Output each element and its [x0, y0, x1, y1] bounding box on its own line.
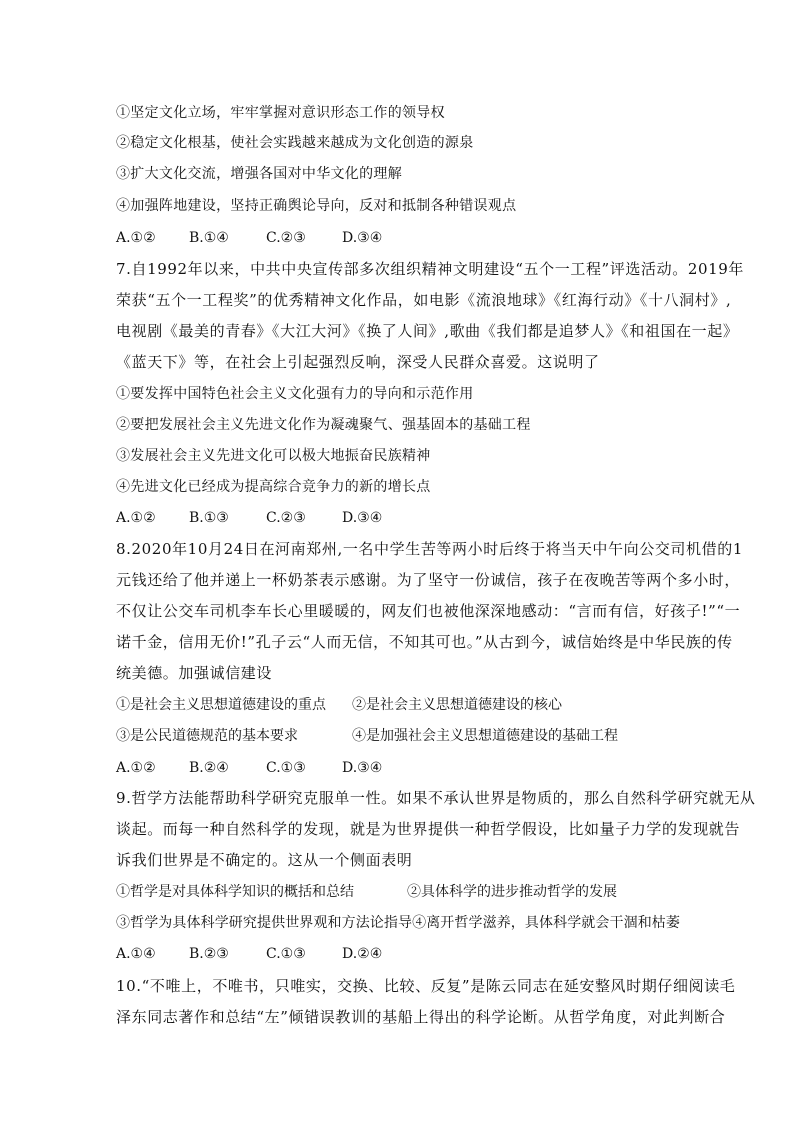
q8-item-1: ①是社会主义思想道德建设的重点 — [116, 697, 326, 713]
q7-item-2: ②要把发展社会主义先进文化作为凝魂聚气、强基固本的基础工程 — [116, 417, 531, 433]
q8-stem-line-4: 诺千金，信用无价!”孔子云“人而无信，不知其可也。”从古到今，诚信始终是中华民族的传 — [116, 633, 733, 651]
q9-option-a: A.①④ — [116, 946, 156, 962]
q8-option-c: C.①③ — [266, 760, 306, 776]
q7-stem-line-3: 电视剧《最美的青春》《大江大河》《换了人间》,歌曲《我们都是追梦人》《和祖国在一起》 — [116, 322, 739, 340]
q6-item-1: ①坚定文化立场，牢牢掌握对意识形态工作的领导权 — [116, 105, 445, 121]
q7-option-c: C.②③ — [266, 510, 306, 526]
q8-stem-line-3: 不仅让公交车司机李车长心里暖暖的，网友们也被他深深地感动：“言而有信，好孩子!”“一 — [116, 602, 741, 620]
q8-option-d: D.③④ — [342, 760, 383, 776]
q9-option-b: B.②③ — [189, 946, 229, 962]
q7-item-1: ①要发挥中国特色社会主义文化强有力的导向和示范作用 — [116, 386, 474, 402]
q8-option-b: B.②④ — [189, 760, 229, 776]
q9-stem-line-3: 诉我们世界是不确定的。这从一个侧面表明 — [116, 851, 413, 869]
q7-option-b: B.①③ — [189, 510, 229, 526]
q7-stem-line-2: 荣获“五个一工程奖”的优秀精神文化作品，如电影《流浪地球》《红海行动》《十八洞村》, — [116, 291, 732, 309]
q8-item-2: ②是社会主义思想道德建设的核心 — [352, 697, 562, 713]
q8-stem-line-5: 统美德。加强诚信建设 — [116, 664, 273, 682]
q8-item-4: ④是加强社会主义思想道德建设的基础工程 — [352, 728, 618, 744]
q7-item-3: ③发展社会主义先进文化可以极大地振奋民族精神 — [116, 448, 431, 464]
q6-option-c: C.②③ — [266, 230, 306, 246]
q10-stem-line-1: 10.“不唯上，不唯书，只唯实，交换、比较、反复”是陈云同志在延安整风时期仔细阅读毛 — [116, 977, 736, 995]
q9-option-d: D.②④ — [342, 946, 383, 962]
q9-item-2: ②具体科学的进步推动哲学的发展 — [407, 884, 617, 900]
q9-item-1: ①哲学是对具体科学知识的概括和总结 — [116, 884, 354, 900]
q9-items-3-4: ③哲学为具体科学研究提供世界观和方法论指导④离开哲学滋养，具体科学就会干涸和枯萎 — [116, 915, 680, 931]
q8-option-a: A.①② — [116, 760, 156, 776]
q6-item-4: ④加强阵地建设，坚持正确舆论导向，反对和抵制各种错误观点 — [116, 198, 517, 214]
q7-stem-line-4: 《蓝天下》等，在社会上引起强烈反响，深受人民群众喜爱。这说明了 — [116, 353, 600, 371]
q8-stem-line-2: 元钱还给了他并递上一杯奶茶表示感谢。为了坚守一份诚信，孩子在夜晚苦等两个多小时， — [116, 571, 741, 589]
q6-option-b: B.①④ — [189, 230, 229, 246]
q9-stem-line-2: 谈起。而每一种自然科学的发现，就是为世界提供一种哲学假设，比如量子力学的发现就告 — [116, 820, 741, 838]
q6-option-a: A.①② — [116, 230, 156, 246]
q6-option-d: D.③④ — [342, 230, 383, 246]
q8-item-3: ③是公民道德规范的基本要求 — [116, 728, 298, 744]
q7-option-a: A.①② — [116, 510, 156, 526]
q9-option-c: C.①③ — [266, 946, 306, 962]
q9-stem-line-1: 9.哲学方法能帮助科学研究克服单一性。如果不承认世界是物质的，那么自然科学研究就无从 — [116, 789, 756, 807]
q8-stem-line-1: 8.2020年10月24日在河南郑州,一名中学生苦等两小时后终于将当天中午向公交司机借的1 — [116, 540, 743, 558]
q10-stem-line-2: 泽东同志著作和总结“左”倾错误教训的基船上得出的科学论断。从哲学角度，对此判断合 — [116, 1008, 726, 1026]
q7-stem-line-1: 7.自1992年以来，中共中央宣传部多次组织精神文明建设“五个一工程”评选活动。2019年 — [116, 260, 744, 278]
q6-item-2: ②稳定文化根基，使社会实践越来越成为文化创造的源泉 — [116, 135, 474, 151]
q6-item-3: ③扩大文化交流，增强各国对中华文化的理解 — [116, 166, 402, 182]
q7-option-d: D.③④ — [342, 510, 383, 526]
q7-item-4: ④先进文化已经成为提高综合竞争力的新的增长点 — [116, 479, 431, 495]
